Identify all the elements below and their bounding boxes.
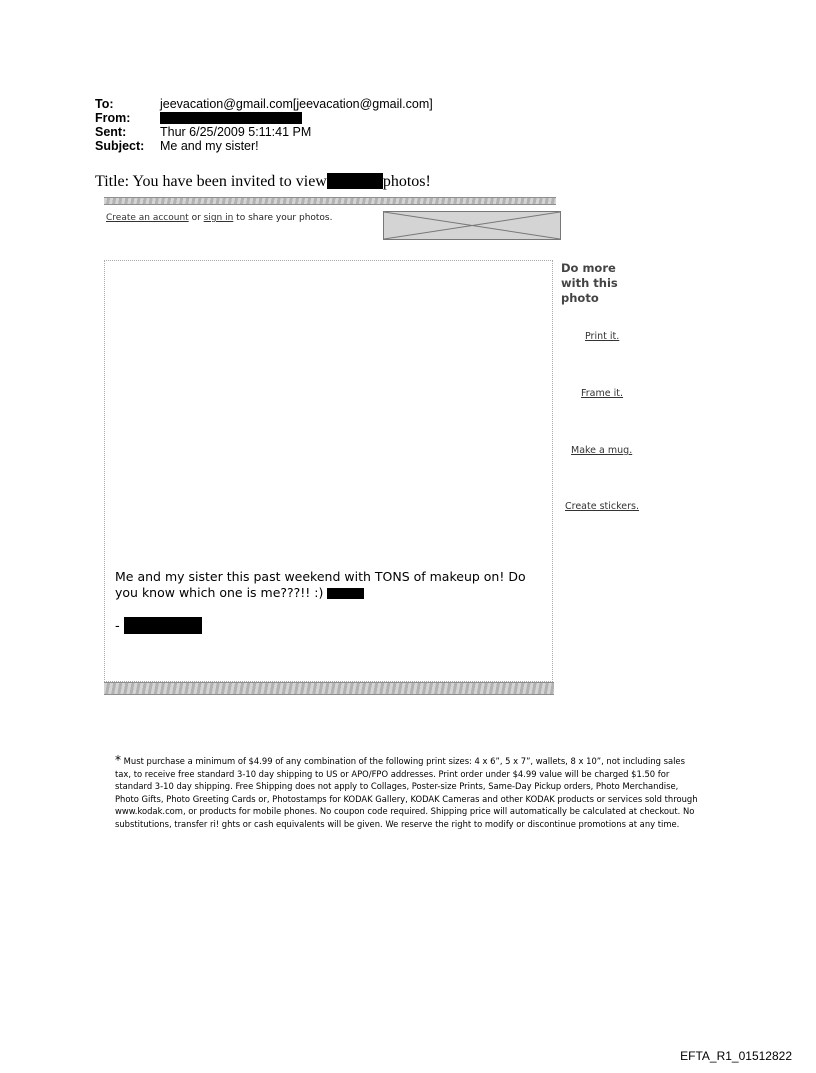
create-stickers-link[interactable]: Create stickers. bbox=[565, 501, 640, 512]
footer-banner-bar bbox=[104, 682, 554, 695]
photo-caption bbox=[115, 569, 547, 601]
document-id: EFTA_R1_01512822 bbox=[680, 1049, 792, 1063]
subject-label: Subject: bbox=[95, 139, 145, 153]
sent-label: Sent: bbox=[95, 125, 127, 139]
to-label: To: bbox=[95, 97, 114, 111]
caption-text: Me and my sister this past weekend with TONS of makeup on! Do you know which one is me???!! :) bbox=[115, 569, 526, 600]
to-row bbox=[95, 97, 433, 111]
title-suffix: photos! bbox=[382, 173, 431, 190]
sent-row bbox=[95, 125, 433, 139]
account-line bbox=[106, 213, 332, 223]
sidebar-title: Do more with this photo bbox=[561, 261, 618, 305]
from-row bbox=[95, 111, 433, 125]
account-tail-text: to share your photos. bbox=[233, 213, 333, 223]
signature bbox=[115, 617, 202, 634]
sent-value: Thur 6/25/2009 5:11:41 PM bbox=[160, 125, 312, 139]
sign-in-link[interactable]: sign in bbox=[203, 213, 234, 223]
broken-image-icon bbox=[384, 212, 560, 239]
print-it-link[interactable]: Print it. bbox=[585, 331, 620, 342]
make-mug-link[interactable]: Make a mug. bbox=[571, 445, 633, 456]
title-redaction bbox=[327, 173, 383, 189]
from-label: From: bbox=[95, 111, 131, 125]
make-mug-link-wrap bbox=[571, 445, 632, 456]
frame-it-link-wrap bbox=[581, 388, 623, 399]
invite-title bbox=[95, 173, 431, 191]
create-stickers-link-wrap bbox=[565, 501, 639, 512]
signature-redaction bbox=[124, 617, 202, 634]
account-or-text: or bbox=[188, 213, 204, 223]
title-prefix: Title: You have been invited to view bbox=[95, 173, 327, 190]
email-header bbox=[95, 97, 433, 153]
create-account-link[interactable]: Create an account bbox=[106, 213, 189, 223]
shipping-footnote bbox=[115, 754, 701, 831]
footnote-star: * bbox=[115, 753, 121, 767]
caption-redaction bbox=[327, 588, 364, 599]
subject-row bbox=[95, 139, 433, 153]
footnote-text: Must purchase a minimum of $4.99 of any combination of the following print sizes: 4 x 6”, 5 x 7”, wallets, 8 x 10”, not including sales tax, to receive free standard 3-10 day shipping to US or APO/FPO addresses. Print order under $4.99 value will be charged $1.50 for standard 3-10 day shipping. Free Shipping does not apply to Collages, Poster-size Prints, Same-Day Pickup orders, Photo Merchandise, Photo Gifts, Photo Greeting Cards or, Photostamps for KODAK Gallery, KODAK Cameras and other KODAK products or services sold through www.kodak.com, or products for mobile phones. No coupon code required. Shipping price will automatically be calculated at checkout. No substitutions, transfer ri! ghts or cash equivalents will be given. We reserve the right to modify or discontinue promotions at any time. bbox=[115, 756, 698, 829]
from-redaction bbox=[160, 112, 302, 124]
header-banner-bar bbox=[104, 197, 556, 205]
frame-it-link[interactable]: Frame it. bbox=[581, 388, 624, 399]
broken-image-placeholder bbox=[383, 211, 561, 240]
to-value: jeevacation@gmail.com[jeevacation@gmail.com] bbox=[160, 97, 433, 111]
sig-dash: - bbox=[115, 619, 120, 634]
print-it-link-wrap bbox=[585, 331, 619, 342]
subject-value: Me and my sister! bbox=[160, 139, 259, 153]
